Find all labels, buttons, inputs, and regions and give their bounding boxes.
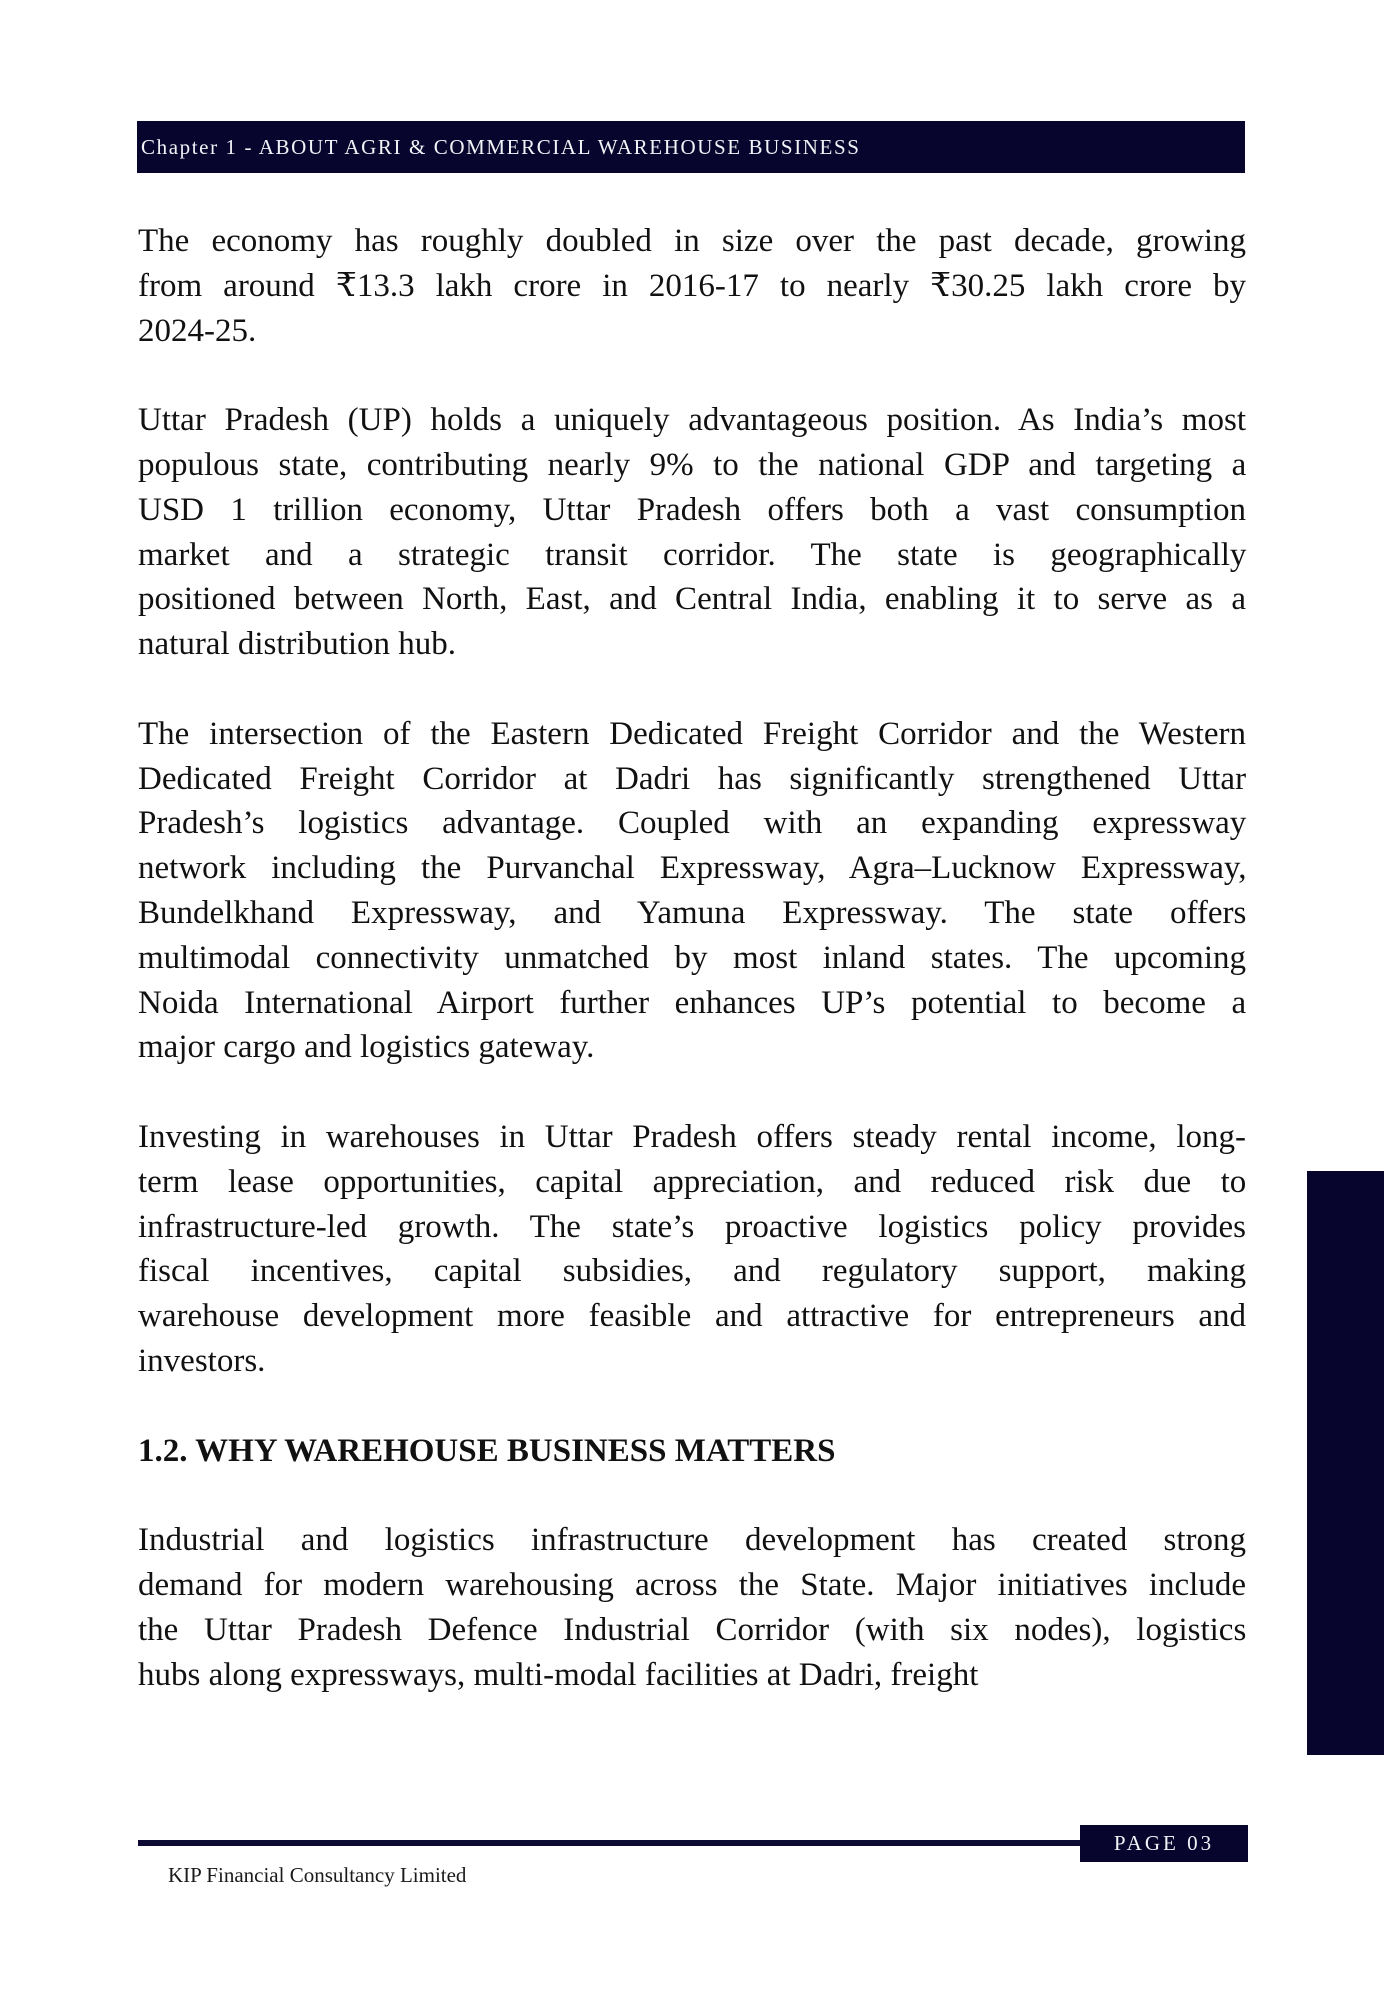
- footer-company-name: KIP Financial Consultancy Limited: [168, 1863, 467, 1887]
- footer-divider: [138, 1840, 1083, 1846]
- text-line: market and a strategic transit corridor. The state is geographically: [138, 536, 1247, 573]
- page-number-badge: [1080, 1825, 1248, 1862]
- text-line: Investing in warehouses in Uttar Pradesh offers steady rental income, long-: [138, 1118, 1246, 1155]
- text-line: fiscal incentives, capital subsidies, and regulatory support, making: [138, 1253, 1246, 1290]
- text-line: multimodal connectivity unmatched by most inland states. The upcoming: [138, 939, 1246, 976]
- text-line: USD 1 trillion economy, Uttar Pradesh offers both a vast consumption: [138, 491, 1246, 528]
- text-line: Dedicated Freight Corridor at Dadri has significantly strengthened Uttar: [138, 760, 1247, 797]
- text-line: investors.: [138, 1342, 266, 1379]
- page-content: [138, 219, 1246, 1742]
- text-line: Bundelkhand Expressway, and Yamuna Expressway. The state offers: [138, 894, 1247, 931]
- text-line: the Uttar Pradesh Defence Industrial Corridor (with six nodes), logistics: [138, 1611, 1247, 1648]
- side-tab-decoration: [1307, 1171, 1384, 1755]
- text-line: term lease opportunities, capital appreciation, and reduced risk due to: [138, 1163, 1247, 1200]
- page-number: PAGE 03: [1113, 1831, 1215, 1855]
- paragraph-investment: [138, 1115, 1246, 1384]
- paragraph-up-position: [138, 398, 1246, 667]
- text-line: demand for modern warehousing across the State. Major initiatives include: [138, 1566, 1246, 1603]
- text-line: populous state, contributing nearly 9% to the national GDP and targeting a: [138, 446, 1247, 483]
- text-line: network including the Purvanchal Expressway, Agra–Lucknow Expressway,: [138, 850, 1247, 887]
- section-heading: 1.2. WHY WAREHOUSE BUSINESS MATTERS: [138, 1432, 836, 1469]
- paragraph-economy-growth: [138, 219, 1246, 353]
- text-line: from around ₹13.3 lakh crore in 2016-17 to nearly ₹30.25 lakh crore by: [138, 267, 1246, 304]
- text-line: natural distribution hub.: [138, 626, 457, 663]
- text-line: infrastructure-led growth. The state’s proactive logistics policy provides: [138, 1208, 1246, 1245]
- chapter-title: Chapter 1 - ABOUT AGRI & COMMERCIAL WAREHOUSE BUSINESS: [141, 134, 861, 159]
- text-line: The economy has roughly doubled in size over the past decade, growing: [138, 223, 1246, 259]
- chapter-header-bar: [137, 121, 1245, 173]
- text-line: Uttar Pradesh (UP) holds a uniquely advantageous position. As India’s most: [138, 402, 1246, 439]
- text-line: 2024-25.: [138, 312, 257, 349]
- text-line: major cargo and logistics gateway.: [138, 1029, 595, 1066]
- text-line: Noida International Airport further enhances UP’s potential to become a: [138, 984, 1247, 1021]
- text-line: positioned between North, East, and Central India, enabling it to serve as a: [138, 581, 1246, 618]
- paragraph-freight-corridors: [138, 712, 1246, 1070]
- text-line: The intersection of the Eastern Dedicated Freight Corridor and the Western: [138, 715, 1246, 752]
- text-line: Industrial and logistics infrastructure development has created strong: [138, 1522, 1246, 1559]
- paragraph-warehouse-demand: [138, 1518, 1246, 1697]
- text-line: warehouse development more feasible and attractive for entrepreneurs and: [138, 1298, 1247, 1335]
- text-line: hubs along expressways, multi-modal facilities at Dadri, freight: [138, 1656, 979, 1693]
- text-line: Pradesh’s logistics advantage. Coupled with an expanding expressway: [138, 805, 1247, 842]
